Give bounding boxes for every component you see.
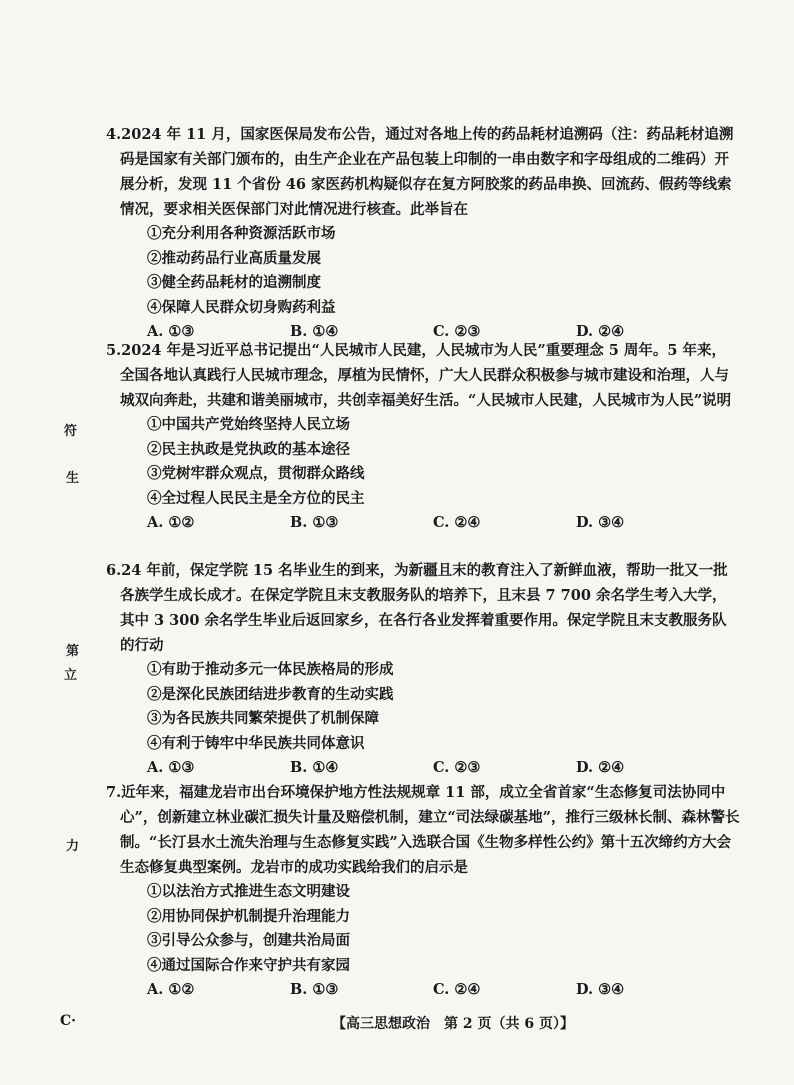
question-stem: 近年来，福建龙岩市出台环境保护地方性法规规章 11 部，成立全省首家“生态修复司法协同中心”，创新建立林业碳汇损失计量及赔偿机制，建立“司法绿碳基地”，推行三级林长制、森林警长制。“长汀县水土流失治理与生态修复实践”入选联合国《生物多样性公约》第十五次缔约方大会生态修复典型案例。龙岩市的成功实践给我们的启示是 xyxy=(120,784,740,876)
question-stem: 2024 年 11 月，国家医保局发布公告，通过对各地上传的药品耗材追溯码（注：药品耗材追溯码是国家有关部门颁布的，由生产企业在产品包装上印制的一串由数字和字母组成的二维码）开展分析，发现 11 个省份 46 家医药机构疑似存在复方阿胶浆的药品串换、回流药、假药等线索情况，要求相关医保部门对此情况进行核查。此举旨在 xyxy=(120,126,734,218)
choice-b: B. ①③ xyxy=(290,514,339,532)
option-3: ③党树牢群众观点，贯彻群众路线 xyxy=(147,465,365,483)
question-stem: 24 年前，保定学院 15 名毕业生的到来，为新疆且末的教育注入了新鲜血液，帮助一批又一批各族学生成长成才。在保定学院且末支教服务队的培养下，且末县 7 700 余名学生考入大学，其中 3 300 余名学生毕业后返回家乡，在各行各业发挥着重要作用。保定学院且末支教服务队的行动 xyxy=(120,562,728,654)
option-3: ③健全药品耗材的追溯制度 xyxy=(147,274,321,292)
option-2: ②推动药品行业高质量发展 xyxy=(147,249,321,267)
choice-c: C. ②③ xyxy=(433,759,481,777)
option-1: ①以法治方式推进生态文明建设 xyxy=(147,883,350,900)
option-1: ①有助于推动多元一体民族格局的形成 xyxy=(147,661,394,678)
choice-d: D. ③④ xyxy=(576,514,625,532)
answer-choices xyxy=(120,978,740,1003)
option-4: ④保障人民群众切身购药利益 xyxy=(147,298,336,316)
question-7 xyxy=(106,780,740,1003)
question-number: 7. xyxy=(106,784,122,801)
choice-a: A. ①② xyxy=(147,514,195,532)
choice-d: D. ③④ xyxy=(576,981,625,999)
choice-a: A. ①② xyxy=(147,981,195,999)
question-number: 6. xyxy=(106,562,122,579)
choice-b: B. ①③ xyxy=(290,981,339,999)
option-4: ④通过国际合作来守护共有家园 xyxy=(147,956,350,974)
page-footer: 【高三思想政治 第 2 页（共 6 页）】 xyxy=(332,1016,574,1032)
option-4: ④全过程人民民主是全方位的民主 xyxy=(147,489,365,507)
choice-d: D. ②④ xyxy=(576,323,625,341)
question-number: 5. xyxy=(106,342,122,359)
margin-fragment: 第 xyxy=(66,644,80,659)
answer-choices xyxy=(120,511,740,536)
option-2: ②用协同保护机制提升治理能力 xyxy=(147,907,350,925)
option-2: ②是深化民族团结进步教育的生动实践 xyxy=(147,685,394,703)
option-1: ①中国共产党始终坚持人民立场 xyxy=(147,416,350,433)
question-stem: 2024 年是习近平总书记提出“人民城市人民建，人民城市为人民”重要理念 5 周年。5 年来，全国各地认真践行人民城市理念，厚植为民情怀，广大人民群众积极参与城市建设和治理，人与城双向奔赴，共建和谐美丽城市，共创幸福美好生活。“人民城市人民建，人民城市为人民”说明 xyxy=(120,342,732,409)
margin-fragment: 生 xyxy=(66,471,80,486)
choice-b: B. ①④ xyxy=(290,759,339,777)
question-4 xyxy=(106,122,740,345)
option-3: ③引导公众参与，创建共治局面 xyxy=(147,932,350,950)
footer-mark: C· xyxy=(60,1013,77,1029)
choice-a: A. ①③ xyxy=(147,759,195,777)
choice-c: C. ②④ xyxy=(433,981,481,999)
choice-c: C. ②③ xyxy=(433,323,481,341)
answer-choices xyxy=(120,756,740,781)
margin-fragment: 力 xyxy=(66,839,80,854)
choice-a: A. ①③ xyxy=(147,323,195,341)
option-1: ①充分利用各种资源活跃市场 xyxy=(147,225,336,242)
choice-d: D. ②④ xyxy=(576,759,625,777)
option-4: ④有利于铸牢中华民族共同体意识 xyxy=(147,734,365,752)
option-2: ②民主执政是党执政的基本途径 xyxy=(147,440,350,458)
question-number: 4. xyxy=(106,126,122,143)
option-3: ③为各民族共同繁荣提供了机制保障 xyxy=(147,710,379,728)
question-5 xyxy=(106,338,740,536)
choice-c: C. ②④ xyxy=(433,514,481,532)
margin-fragment: 符 xyxy=(64,424,78,439)
margin-fragment: 立 xyxy=(64,668,78,683)
choice-b: B. ①④ xyxy=(290,323,339,341)
question-6 xyxy=(106,558,740,781)
